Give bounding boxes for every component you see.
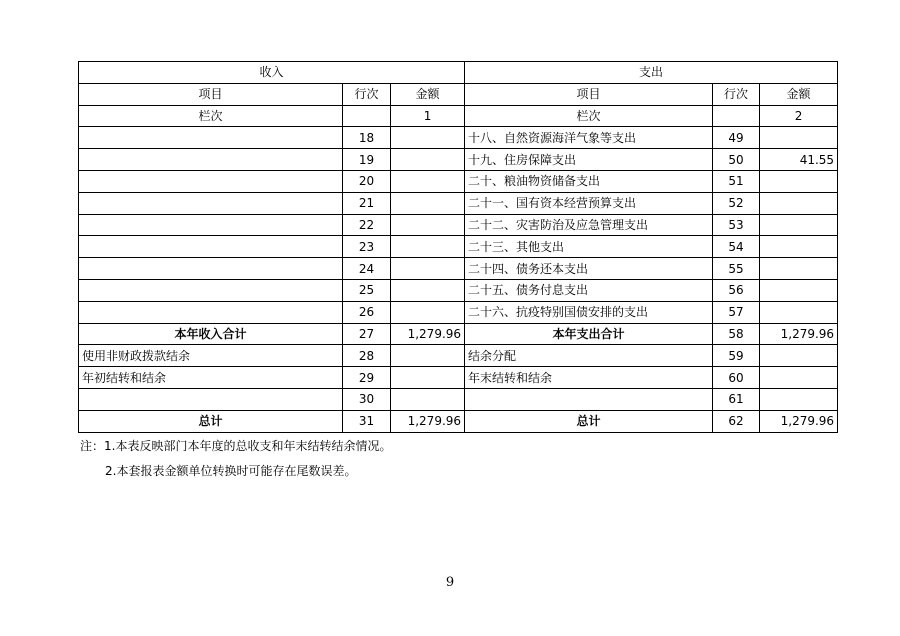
income-line-cell: 30 <box>343 388 391 410</box>
table-row <box>79 388 838 410</box>
expense-item-cell: 二十六、抗疫特别国债安排的支出 <box>465 301 713 323</box>
expense-line-cell: 56 <box>713 279 760 301</box>
income-item-cell <box>79 170 343 192</box>
expense-line-cell: 54 <box>713 236 760 258</box>
expense-line-cell: 61 <box>713 388 760 410</box>
expense-line-cell: 50 <box>713 149 760 171</box>
income-amount-cell <box>391 192 465 214</box>
income-amount-cell <box>391 301 465 323</box>
income-line-cell: 20 <box>343 170 391 192</box>
table-row <box>79 258 838 280</box>
expense-item-cell: 二十二、灾害防治及应急管理支出 <box>465 214 713 236</box>
budget-table <box>78 61 838 433</box>
income-line-cell: 19 <box>343 149 391 171</box>
income-item-cell <box>79 127 343 149</box>
expense-amount-cell <box>760 258 838 280</box>
table-row <box>79 410 838 432</box>
expense-line-cell: 52 <box>713 192 760 214</box>
expense-amount-cell <box>760 236 838 258</box>
expense-header: 支出 <box>465 62 838 84</box>
table-row <box>79 236 838 258</box>
income-item-cell <box>79 388 343 410</box>
income-line-cell: 24 <box>343 258 391 280</box>
expense-line-cell: 55 <box>713 258 760 280</box>
expense-amount-cell <box>760 279 838 301</box>
expense-line-cell: 51 <box>713 170 760 192</box>
column-header-row <box>79 83 838 105</box>
income-item-cell <box>79 236 343 258</box>
income-amount-cell <box>391 170 465 192</box>
income-index-value: 1 <box>391 105 465 127</box>
income-amount-cell: 1,279.96 <box>391 323 465 345</box>
note-1: 注：1.本表反映部门本年度的总收支和年末结转结余情况。 <box>80 439 392 453</box>
expense-index-blank <box>713 105 760 127</box>
expense-amount-cell <box>760 301 838 323</box>
income-line-cell: 26 <box>343 301 391 323</box>
expense-amount-cell <box>760 192 838 214</box>
income-amount-cell: 1,279.96 <box>391 410 465 432</box>
expense-item-cell: 总计 <box>465 410 713 432</box>
income-amount-cell <box>391 279 465 301</box>
expense-item-cell: 年末结转和结余 <box>465 367 713 389</box>
income-line-header: 行次 <box>343 83 391 105</box>
expense-item-cell: 二十一、国有资本经营预算支出 <box>465 192 713 214</box>
expense-item-cell: 二十五、债务付息支出 <box>465 279 713 301</box>
expense-index-value: 2 <box>760 105 838 127</box>
table-row <box>79 170 838 192</box>
expense-item-cell: 十八、自然资源海洋气象等支出 <box>465 127 713 149</box>
expense-amount-cell: 1,279.96 <box>760 323 838 345</box>
income-line-cell: 22 <box>343 214 391 236</box>
note-2: 2.本套报表金额单位转换时可能存在尾数误差。 <box>105 464 357 478</box>
expense-amount-cell: 1,279.96 <box>760 410 838 432</box>
expense-amount-cell <box>760 170 838 192</box>
expense-item-cell: 二十、粮油物资储备支出 <box>465 170 713 192</box>
expense-line-cell: 60 <box>713 367 760 389</box>
expense-amount-cell <box>760 127 838 149</box>
expense-item-cell <box>465 388 713 410</box>
income-amount-cell <box>391 149 465 171</box>
income-amount-cell <box>391 367 465 389</box>
income-item-cell <box>79 301 343 323</box>
expense-item-cell: 本年支出合计 <box>465 323 713 345</box>
income-item-cell <box>79 149 343 171</box>
expense-item-cell: 十九、住房保障支出 <box>465 149 713 171</box>
income-amount-cell <box>391 214 465 236</box>
expense-line-cell: 57 <box>713 301 760 323</box>
income-item-cell: 使用非财政拨款结余 <box>79 345 343 367</box>
income-item-cell <box>79 279 343 301</box>
expense-line-cell: 62 <box>713 410 760 432</box>
income-index-label: 栏次 <box>79 105 343 127</box>
expense-item-cell: 二十三、其他支出 <box>465 236 713 258</box>
table-row <box>79 323 838 345</box>
income-line-cell: 31 <box>343 410 391 432</box>
income-line-cell: 25 <box>343 279 391 301</box>
table-row <box>79 149 838 171</box>
table-row <box>79 214 838 236</box>
income-line-cell: 27 <box>343 323 391 345</box>
table-row <box>79 192 838 214</box>
income-amount-cell <box>391 236 465 258</box>
table-row <box>79 345 838 367</box>
table-row <box>79 127 838 149</box>
expense-line-cell: 59 <box>713 345 760 367</box>
income-line-cell: 23 <box>343 236 391 258</box>
income-index-blank <box>343 105 391 127</box>
income-amount-cell <box>391 345 465 367</box>
expense-amount-cell <box>760 388 838 410</box>
expense-line-header: 行次 <box>713 83 760 105</box>
income-item-cell <box>79 258 343 280</box>
expense-amount-header: 金额 <box>760 83 838 105</box>
column-index-row <box>79 105 838 127</box>
table-row <box>79 367 838 389</box>
expense-item-cell: 二十四、债务还本支出 <box>465 258 713 280</box>
income-amount-cell <box>391 388 465 410</box>
income-line-cell: 29 <box>343 367 391 389</box>
section-header-row <box>79 62 838 84</box>
notes <box>80 434 391 484</box>
income-header: 收入 <box>79 62 465 84</box>
income-line-cell: 21 <box>343 192 391 214</box>
income-line-cell: 18 <box>343 127 391 149</box>
income-amount-cell <box>391 127 465 149</box>
expense-amount-cell <box>760 345 838 367</box>
expense-item-header: 项目 <box>465 83 713 105</box>
table-row <box>79 301 838 323</box>
income-item-cell <box>79 192 343 214</box>
expense-line-cell: 58 <box>713 323 760 345</box>
income-item-header: 项目 <box>79 83 343 105</box>
income-item-cell: 总计 <box>79 410 343 432</box>
page-number: 9 <box>445 575 455 590</box>
expense-amount-cell: 41.55 <box>760 149 838 171</box>
expense-line-cell: 49 <box>713 127 760 149</box>
income-amount-cell <box>391 258 465 280</box>
table-row <box>79 279 838 301</box>
income-line-cell: 28 <box>343 345 391 367</box>
expense-line-cell: 53 <box>713 214 760 236</box>
expense-amount-cell <box>760 367 838 389</box>
expense-item-cell: 结余分配 <box>465 345 713 367</box>
income-item-cell: 本年收入合计 <box>79 323 343 345</box>
expense-amount-cell <box>760 214 838 236</box>
expense-index-label: 栏次 <box>465 105 713 127</box>
income-amount-header: 金额 <box>391 83 465 105</box>
income-item-cell <box>79 214 343 236</box>
income-item-cell: 年初结转和结余 <box>79 367 343 389</box>
